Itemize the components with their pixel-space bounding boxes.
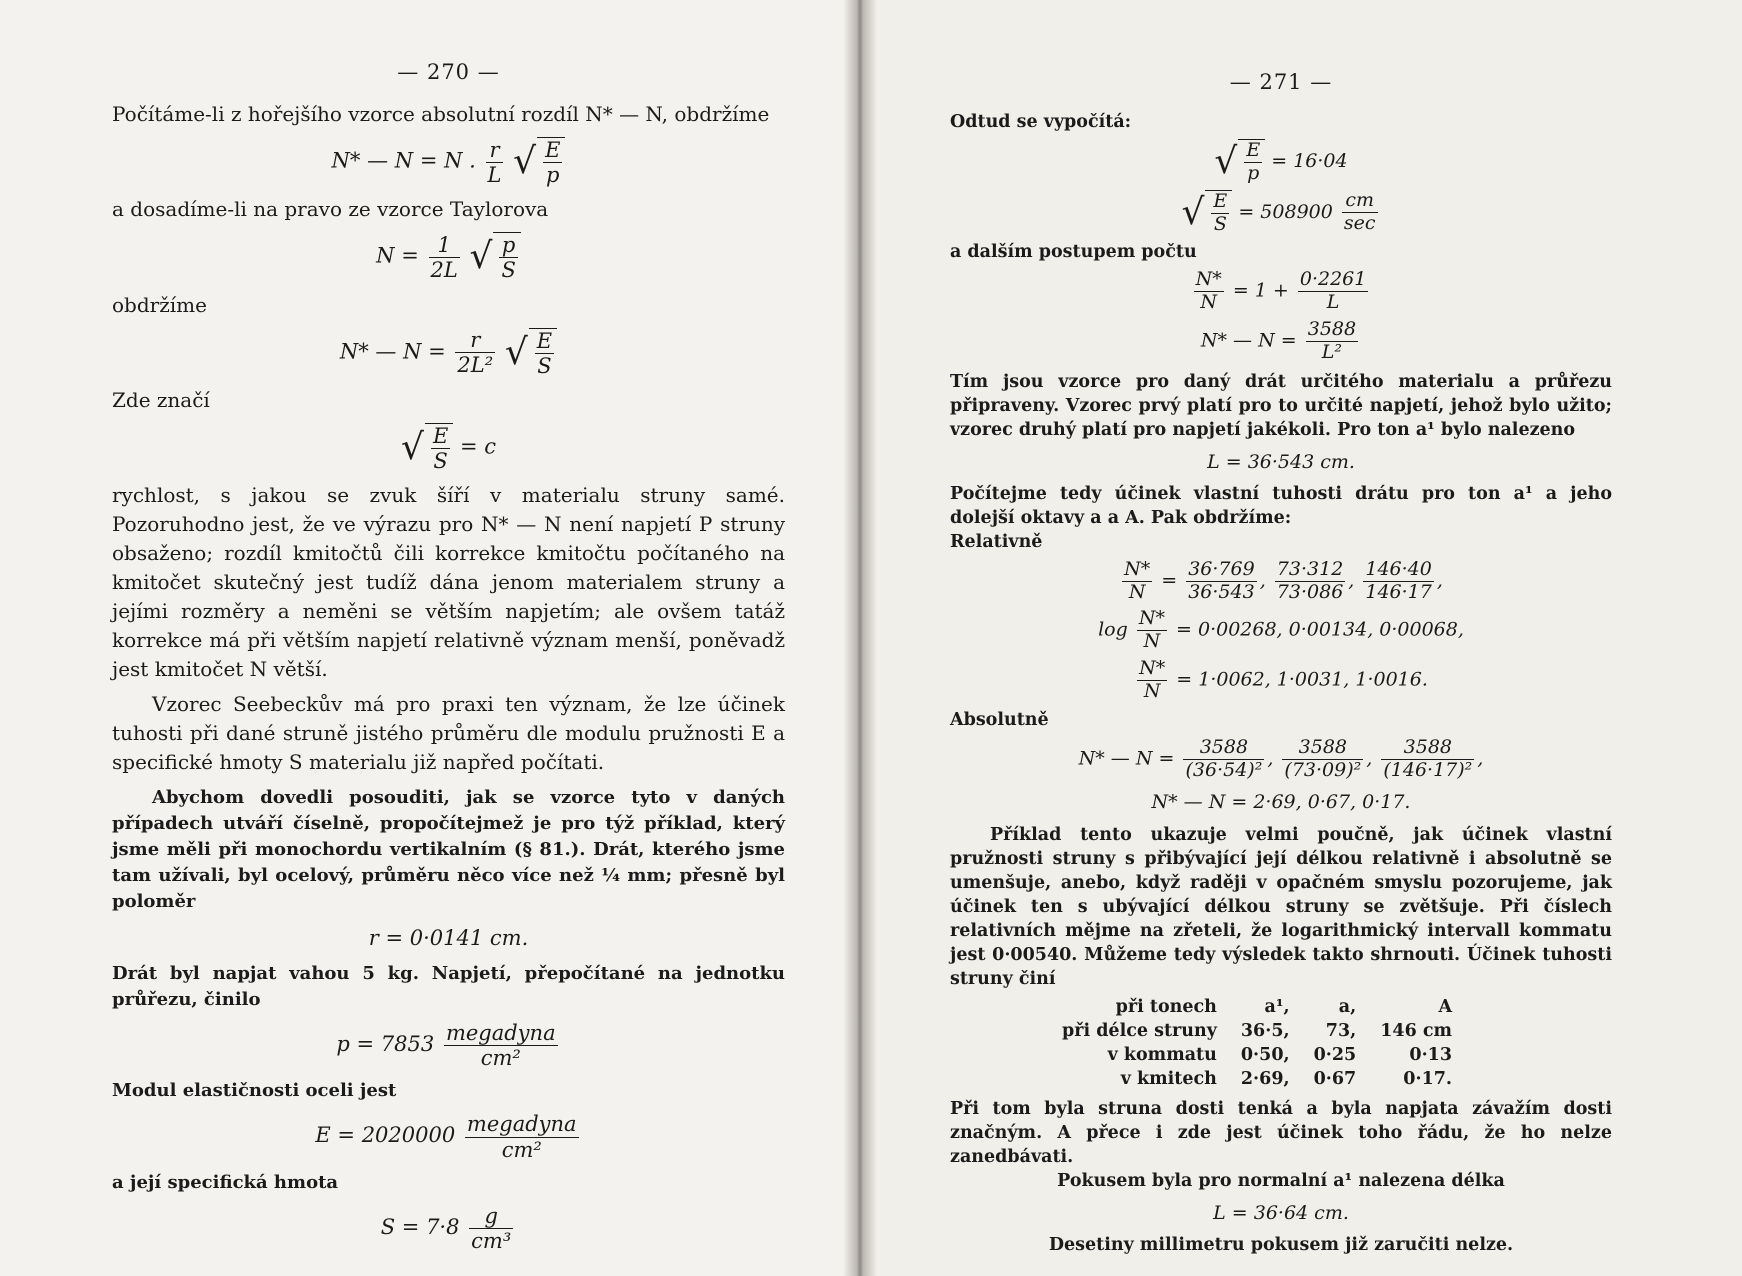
eq-text: N = [376,243,419,268]
eq-text: E = 2020000 [315,1123,456,1148]
eq-text: N* — N = N . [331,148,476,173]
numerator: N* [1139,657,1166,680]
denominator: (73·09)² [1284,758,1362,781]
eq-text: = 508900 [1238,200,1333,223]
paragraph: a dosadíme-li na pravo ze vzorce Taylorova [112,197,549,222]
table-cell: 0·50, [1240,1044,1290,1065]
eq-text: N* — N = [1078,747,1175,770]
fraction [1282,737,1363,782]
fraction [469,1204,513,1253]
paragraph: Počítáme-li z hořejšího vzorce absolutní rozdíl N* — N, obdržíme [112,102,770,126]
numerator: r [489,137,500,162]
equation: N* — N = $\frac{3588}{\text{(36·54)²}}$ , $\frac{3588}{\text{(73·09)²}}$ , $\frac{3588}{\text{(146·17)²}}$ , [1078,735,1484,781]
fraction [1137,658,1167,703]
numerator: 3588 [1298,735,1348,758]
table-cell: při délce struny [1062,1020,1217,1041]
equation: L = 36·64 cm. [1213,1201,1349,1224]
paragraph: Vzorec Seebeckův má pro praxi ten význam, že lze účinek tuhosti při dané struně jistého průměru dle modulu pružnosti E a specifické hmoty S materialu již napřed počítati. [112,692,785,775]
numerator: cm [1345,189,1375,212]
numerator: E [1213,189,1228,212]
fraction [535,329,554,378]
numerator: N* [1124,557,1151,580]
eq-text: = 16·04 [1271,149,1348,172]
table-row [1050,1019,1464,1043]
equation [112,328,785,378]
table-cell: a, [1338,996,1357,1017]
denominator: N [1194,291,1224,314]
denominator: S [501,258,516,283]
denominator: S [431,448,450,473]
eq-text: = [1161,569,1178,592]
paragraph: rychlost, s jakou se zvuk šíří v materialu struny samé. Pozoruhodno jest, že ve výrazu pro N* — N není napjetí P struny obsaženo; rozdíl kmitočtů čili korrekce kmitočtu počítaného na kmitočet skutečný jest tudíž dána jenom materialem struny a jejími rozměry a neměni se větším napjetím; ale ovšem tatáž korrekce má při větším napjetí relativně význam menší, poněvadž jest kmitočet N větší. [112,483,785,682]
paragraph: Odtud se vypočítá: [950,112,1132,132]
numerator: N* [1138,607,1165,630]
eq-text: S = 7·8 [380,1214,460,1239]
paragraph: Desetiny millimetru pokusem již zaručiti nelze. [1048,1234,1514,1255]
table-cell: 146 cm [1380,1020,1453,1041]
fraction [444,1021,558,1070]
fraction [1342,190,1378,235]
table-cell: 0·25 [1313,1044,1357,1065]
paragraph: a její specifická hmota [112,1171,339,1193]
fraction [455,328,495,377]
paragraph: Modul elastičnosti oceli jest [112,1080,397,1102]
numerator: 0·2261 [1299,268,1367,291]
sqrt-icon: √ [1181,191,1205,233]
equation [950,319,1612,364]
denominator: cm³ [471,1228,512,1253]
fraction [1275,559,1345,604]
paragraph: Abychom dovedli posouditi, jak se vzorce tyto v daných případech utváří číselně, propočítejmež je pro týž příklad, který jsme měli při monochordu vertikalním (§ 81.). Drát, kterého jsme tam užívali, byl ocelový, průměru něco více než ¼ mm; přesně byl poloměr [112,787,785,913]
page-number-left: — 270 — [397,60,500,84]
table-row [1050,1067,1464,1091]
equation: $\frac{N*}{N}$ = $\frac{36\cdot 769}{36\cdot 543}$ , $\frac{73\cdot 312}{73\cdot 086}$ , $\frac{146\cdot 40}{146\cdot 17}$ , [1124,557,1443,603]
denominator: S [535,353,554,378]
fraction [543,138,562,187]
fraction [431,424,450,473]
eq-text: N* — N = [339,339,446,364]
paragraph: Pokusem byla pro normalní a¹ nalezena délka [1057,1170,1505,1191]
table-cell: 0·13 [1409,1044,1453,1065]
denominator: 36·543 [1188,580,1255,603]
equation [950,658,1612,703]
section-label: Relativně [950,531,1043,552]
equation [112,232,785,282]
table-cell: 73, [1325,1020,1357,1041]
numerator: megadyna [466,1112,577,1137]
fraction [1306,319,1358,364]
eq-text: N* — N = [1200,329,1297,352]
table-row [1050,1043,1464,1067]
numerator: g [484,1203,498,1228]
equation: L = 36·543 cm. [1207,450,1355,473]
eq-text: = 1·0062, 1·0031, 1·0016. [1176,668,1428,691]
equation [950,608,1612,653]
fraction [1363,559,1433,604]
numerator: 146·40 [1365,557,1432,580]
table-cell: 0·17. [1403,1068,1453,1089]
fraction [1298,269,1368,314]
numerator: E [545,138,561,162]
radicand [493,232,520,282]
fraction [429,233,460,282]
numerator: 73·312 [1276,557,1344,580]
paragraph: Tím jsou vzorce pro daný drát určitého materialu a průřezu připraveny. Vzorec prvý platí pro to určité napjetí, jehož bylo užito; vzorec druhý platí pro napjetí jakékoli. Pro ton a¹ bylo nalezeno [950,371,1612,440]
numerator: 36·769 [1188,557,1255,580]
denominator: p [543,162,562,187]
equation [112,1112,785,1161]
equation [950,190,1612,236]
numerator: E [536,328,553,353]
denominator: cm² [444,1045,558,1070]
table-cell: 36·5, [1240,1020,1290,1041]
denominator: 73·086 [1276,580,1344,603]
fraction [1381,737,1474,782]
radicand [529,328,557,378]
fraction [1186,559,1256,604]
equation [950,269,1612,314]
numerator: 1 [437,232,451,257]
equation [950,139,1612,185]
section-label: Absolutně [950,709,1049,730]
denominator: (36·54)² [1185,758,1263,781]
table-cell: 2·69, [1240,1068,1290,1089]
paragraph: Příklad tento ukazuje velmi poučně, jak účinek vlastní pružnosti struny s přibývající její délkou relativně i absolutně se umenšuje, anebo, když raději v opačném smyslu pozorujeme, jak účinek ten s ubývající délkou struny se zvětšuje. Při číslech relativních mějme na zřeteli, že logarithmický intervall kommatu jest 0·00540. Můžeme tedy výsledek takto shrnouti. Účinek tuhosti struny činí [950,824,1612,989]
equation: r = 0·0141 cm. [368,926,529,951]
numerator: 3588 [1307,318,1357,341]
paragraph: Zde značí [112,387,210,412]
fraction [1122,559,1152,604]
denominator: 2L [430,257,458,282]
denominator: N [1122,581,1152,604]
log-label: log [1098,618,1128,641]
page-number-right: — 271 — [1229,70,1333,94]
results-table [1050,995,1464,1091]
eq-text: = 1 + [1232,279,1289,302]
fraction [1244,140,1262,185]
table-cell: v kmitech [1120,1068,1217,1089]
numerator: E [432,423,449,448]
numerator: 3588 [1199,735,1249,758]
numerator: 3588 [1403,735,1452,758]
fraction [465,1112,579,1161]
denominator: (146·17)² [1383,758,1473,781]
table-cell: a¹, [1264,996,1290,1017]
sqrt-icon: √ [504,331,528,373]
radicand [537,137,565,187]
equation [112,1021,785,1070]
numerator: E [1246,139,1261,161]
paragraph: Počítejme tedy účinek vlastní tuhosti drátu pro ton a¹ a jeho dolejší oktavy a a A. Pak obdržíme: [950,483,1612,528]
fraction [1211,191,1229,236]
denominator: p [1244,162,1262,185]
numerator: p [501,233,516,258]
denominator: sec [1343,212,1376,235]
sqrt-icon: √ [1214,140,1238,182]
denominator: L² [1306,341,1358,364]
denominator: L [1298,291,1368,314]
fraction [1137,608,1167,653]
equation [112,1204,785,1253]
radicand [1205,190,1232,236]
denominator: 2L² [457,353,494,378]
eq-text: = c [459,434,497,459]
table-cell: 0·67 [1313,1068,1357,1089]
sqrt-icon: √ [400,426,424,468]
fraction [486,138,504,187]
table-cell: A [1438,996,1453,1017]
paragraph: a dalším postupem počtu [950,242,1197,263]
numerator: megadyna [445,1021,556,1046]
denominator: S [1211,213,1229,236]
denominator: 146·17 [1365,580,1432,603]
sqrt-icon: √ [469,236,493,278]
right-page [855,0,1742,1276]
numerator: N* [1195,268,1222,291]
paragraph: Při tom byla struna dosti tenká a byla napjata závažím dosti značným. A přece i zde jest účinek toho řádu, že ho nelze zanedbávati. [950,1098,1612,1167]
denominator: N [1137,630,1167,653]
numerator: r [470,328,481,353]
radicand [425,423,453,473]
equation: N* — N = 2·69, 0·67, 0·17. [1151,790,1411,813]
eq-text: p = 7853 [336,1032,435,1057]
radicand [1238,139,1265,185]
table-cell: v kommatu [1107,1044,1217,1065]
sqrt-icon: √ [513,141,537,183]
table-header-row [1050,995,1464,1019]
denominator: L [487,162,502,187]
fraction [1183,737,1264,782]
equation [112,137,785,187]
equation [112,423,785,473]
denominator: cm² [465,1137,579,1162]
table-cell: při tonech [1115,996,1217,1017]
paragraph: obdržíme [112,292,207,317]
fraction [499,233,517,282]
fraction [1194,269,1224,314]
eq-text: = 0·00268, 0·00134, 0·00068, [1176,618,1464,641]
denominator: N [1137,680,1167,703]
left-page [0,0,855,1276]
book-gutter [843,0,877,1276]
paragraph: Drát byl napjat vahou 5 kg. Napjetí, přepočítané na jednotku průřezu, činilo [112,963,785,1011]
